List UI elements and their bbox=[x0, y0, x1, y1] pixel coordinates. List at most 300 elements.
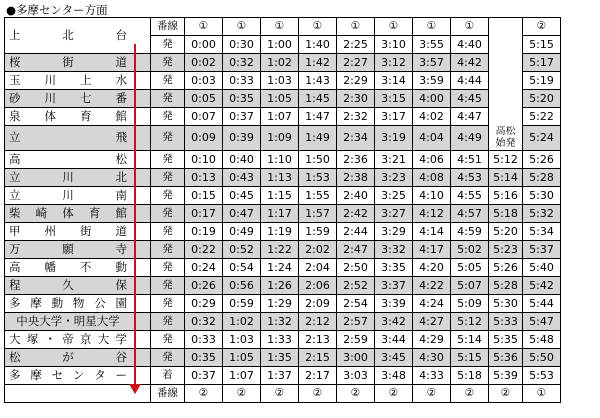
station-name-part: 公 bbox=[94, 295, 106, 310]
departure-time: 5:35 bbox=[489, 330, 523, 348]
departure-time: 1:15 bbox=[261, 186, 299, 204]
departure-time: 0:26 bbox=[185, 276, 223, 294]
departure-time: 3:14 bbox=[375, 72, 413, 90]
station-name bbox=[5, 276, 151, 294]
departure-time: 2:30 bbox=[337, 90, 375, 108]
departure-time: 1:02 bbox=[223, 312, 261, 330]
table-row bbox=[5, 186, 561, 204]
departure-time: 1:07 bbox=[261, 108, 299, 126]
departure-time: 1:24 bbox=[261, 258, 299, 276]
station-name-part: 多 bbox=[9, 295, 21, 310]
departure-time: 5:44 bbox=[523, 294, 561, 312]
departure-time: 4:06 bbox=[413, 150, 451, 168]
takamatsu-note: 始発 bbox=[495, 137, 516, 149]
departure-time: 5:26 bbox=[489, 258, 523, 276]
station-name-text bbox=[9, 350, 127, 365]
station-name-part: 街 bbox=[80, 223, 92, 238]
departure-time: 4:47 bbox=[451, 108, 489, 126]
station-name-part: 飛 bbox=[115, 130, 127, 145]
table-row bbox=[5, 366, 561, 384]
track-number: ② bbox=[375, 384, 413, 402]
track-number: ② bbox=[489, 384, 523, 402]
station-name bbox=[5, 126, 151, 151]
departure-time: 3:25 bbox=[375, 186, 413, 204]
takamatsu-start-column bbox=[489, 54, 523, 72]
departure-time: 1:33 bbox=[261, 330, 299, 348]
departure-time: 2:27 bbox=[337, 54, 375, 72]
departure-time: 3:57 bbox=[413, 54, 451, 72]
departure-time: 5:18 bbox=[451, 366, 489, 384]
track-number: ② bbox=[299, 384, 337, 402]
station-name-part: 立 bbox=[9, 130, 21, 145]
departure-time: 5:26 bbox=[523, 150, 561, 168]
track-number: ① bbox=[375, 18, 413, 36]
station-name-part: 柴 bbox=[9, 205, 21, 220]
track-label: 番線 bbox=[151, 18, 185, 36]
departure-time: 0:32 bbox=[223, 54, 261, 72]
departs-label: 発 bbox=[151, 348, 185, 366]
station-name-part: ・ bbox=[44, 331, 56, 346]
departure-time: 5:15 bbox=[523, 36, 561, 54]
station-name-part: 上 bbox=[9, 28, 21, 42]
station-name-part: 動 bbox=[51, 295, 64, 310]
station-name-part: 保 bbox=[115, 277, 127, 292]
departure-time: 3:23 bbox=[375, 168, 413, 186]
station-name-part: 帝 bbox=[62, 331, 74, 346]
table-row bbox=[5, 240, 561, 258]
station-name bbox=[5, 348, 151, 366]
station-name-part: 州 bbox=[44, 223, 56, 238]
departure-time: 5:42 bbox=[523, 276, 561, 294]
station-name-part: 万 bbox=[9, 241, 21, 256]
departure-time: 2:13 bbox=[299, 330, 337, 348]
station-name bbox=[5, 18, 151, 54]
station-name-part: 玉 bbox=[9, 73, 21, 87]
departure-time: 5:12 bbox=[489, 150, 523, 168]
departure-time: 4:30 bbox=[413, 348, 451, 366]
departure-time: 0:13 bbox=[185, 168, 223, 186]
table-row bbox=[5, 348, 561, 366]
station-name bbox=[5, 150, 151, 168]
station-name-part: 高 bbox=[9, 259, 21, 274]
takamatsu-start-column bbox=[489, 126, 523, 151]
departure-time: 3:45 bbox=[375, 348, 413, 366]
departure-time: 4:14 bbox=[413, 222, 451, 240]
departure-time: 5:34 bbox=[523, 222, 561, 240]
departure-time: 0:43 bbox=[223, 168, 261, 186]
track-number: ① bbox=[185, 18, 223, 36]
departure-time: 4:17 bbox=[413, 240, 451, 258]
station-name-text bbox=[9, 170, 127, 185]
departure-time: 3:35 bbox=[375, 258, 413, 276]
direction-arrow-head bbox=[129, 384, 141, 394]
departure-time: 1:09 bbox=[261, 126, 299, 151]
station-name-part: 北 bbox=[62, 28, 74, 42]
departure-time: 1:45 bbox=[299, 90, 337, 108]
departure-time: 0:49 bbox=[223, 222, 261, 240]
departure-time: 0:29 bbox=[185, 294, 223, 312]
departure-time: 2:44 bbox=[337, 222, 375, 240]
departure-time: 4:00 bbox=[413, 90, 451, 108]
timetable bbox=[4, 17, 561, 403]
departure-time: 2:32 bbox=[337, 108, 375, 126]
departure-time: 1:29 bbox=[261, 294, 299, 312]
departure-time: 4:42 bbox=[451, 54, 489, 72]
departure-time: 1:37 bbox=[261, 366, 299, 384]
station-name bbox=[5, 258, 151, 276]
departure-time: 0:15 bbox=[185, 186, 223, 204]
table-row bbox=[5, 276, 561, 294]
table-row bbox=[5, 108, 561, 126]
departure-time: 0:07 bbox=[185, 108, 223, 126]
station-name-text bbox=[9, 91, 127, 106]
table-row bbox=[5, 18, 561, 36]
departure-time: 3:59 bbox=[413, 72, 451, 90]
station-name-text bbox=[9, 260, 127, 275]
departs-label: 発 bbox=[151, 222, 185, 240]
departure-time: 1:49 bbox=[299, 126, 337, 151]
departure-time: 3:32 bbox=[375, 240, 413, 258]
departure-time: 1:32 bbox=[261, 312, 299, 330]
departure-time: 0:56 bbox=[223, 276, 261, 294]
station-name-part: 程 bbox=[9, 277, 21, 292]
departure-time: 4:55 bbox=[451, 186, 489, 204]
departure-time: 5:12 bbox=[451, 312, 489, 330]
station-name-text bbox=[9, 242, 127, 257]
station-name-part: 体 bbox=[62, 205, 74, 220]
departure-time: 1:03 bbox=[223, 330, 261, 348]
departure-time: 3:21 bbox=[375, 150, 413, 168]
station-name bbox=[5, 366, 151, 384]
departs-label: 発 bbox=[151, 204, 185, 222]
table-row bbox=[5, 312, 561, 330]
station-name-part: ン bbox=[72, 367, 85, 382]
departure-time: 1:42 bbox=[299, 54, 337, 72]
station-name-text bbox=[9, 206, 127, 221]
departure-time: 3:39 bbox=[375, 294, 413, 312]
departure-time: 0:32 bbox=[185, 312, 223, 330]
departure-time: 3:15 bbox=[375, 90, 413, 108]
departure-time: 1:02 bbox=[261, 54, 299, 72]
departure-time: 5:32 bbox=[523, 204, 561, 222]
departure-time: 1:43 bbox=[299, 72, 337, 90]
departure-time: 0:47 bbox=[223, 204, 261, 222]
departure-time: 2:50 bbox=[337, 258, 375, 276]
departure-time: 1:53 bbox=[299, 168, 337, 186]
table-row bbox=[5, 258, 561, 276]
departure-time: 3:48 bbox=[375, 366, 413, 384]
departure-time: 4:45 bbox=[451, 90, 489, 108]
table-row bbox=[5, 222, 561, 240]
departure-time: 3:37 bbox=[375, 276, 413, 294]
station-name-part: 学 bbox=[115, 331, 127, 346]
departure-time: 1:26 bbox=[261, 276, 299, 294]
station-name-text bbox=[9, 109, 127, 124]
table-row bbox=[5, 150, 561, 168]
departure-time: 0:45 bbox=[223, 186, 261, 204]
station-name-part: 桜 bbox=[9, 55, 21, 69]
track-number: ② bbox=[523, 18, 561, 36]
departure-time: 4:24 bbox=[413, 294, 451, 312]
departure-time: 1:05 bbox=[223, 348, 261, 366]
station-name-part: 砂 bbox=[9, 91, 21, 105]
departure-time: 3:55 bbox=[413, 36, 451, 54]
station-name-part: 番 bbox=[115, 91, 127, 105]
departure-time: 5:28 bbox=[489, 276, 523, 294]
station-name-part: 上 bbox=[80, 73, 92, 87]
departure-time: 5:47 bbox=[523, 312, 561, 330]
station-name-part: 立 bbox=[9, 169, 21, 184]
station-name-part: 京 bbox=[80, 331, 92, 346]
departure-time: 1:50 bbox=[299, 150, 337, 168]
departure-time: 3:03 bbox=[337, 366, 375, 384]
station-name-text bbox=[9, 278, 127, 293]
table-row bbox=[5, 204, 561, 222]
departure-time: 1:17 bbox=[261, 204, 299, 222]
departure-time: 1:59 bbox=[299, 222, 337, 240]
departure-time: 4:22 bbox=[413, 276, 451, 294]
departure-time: 5:36 bbox=[489, 348, 523, 366]
station-name bbox=[5, 294, 151, 312]
departs-label: 発 bbox=[151, 168, 185, 186]
departure-time: 0:09 bbox=[185, 126, 223, 151]
departure-time: 0:33 bbox=[223, 72, 261, 90]
station-name-part: 多 bbox=[9, 367, 21, 382]
station-name-part: 幡 bbox=[44, 259, 56, 274]
station-name-text bbox=[9, 368, 127, 383]
departure-time: 4:08 bbox=[413, 168, 451, 186]
departure-time: 5:48 bbox=[523, 330, 561, 348]
station-name-part: 七 bbox=[80, 91, 92, 105]
station-name-part: 甲 bbox=[9, 223, 21, 238]
station-name-text bbox=[9, 55, 127, 70]
timetable-heading: ●多摩センター方面 bbox=[6, 3, 108, 17]
departure-time: 0:40 bbox=[223, 150, 261, 168]
track-label: 番線 bbox=[151, 384, 185, 402]
departure-time: 0:37 bbox=[185, 366, 223, 384]
station-name-text bbox=[9, 130, 127, 145]
table-row bbox=[5, 72, 561, 90]
station-name-part: 道 bbox=[115, 55, 127, 69]
departure-time: 4:51 bbox=[451, 150, 489, 168]
station-name-part: 高 bbox=[9, 151, 21, 166]
departure-time: 0:24 bbox=[185, 258, 223, 276]
departure-time: 4:33 bbox=[413, 366, 451, 384]
departure-time: 0:54 bbox=[223, 258, 261, 276]
track-number: ② bbox=[413, 384, 451, 402]
departure-time: 5:28 bbox=[523, 168, 561, 186]
departure-time: 0:05 bbox=[185, 90, 223, 108]
departure-time: 5:20 bbox=[489, 222, 523, 240]
station-name-part: 川 bbox=[62, 169, 74, 184]
departure-time: 1:57 bbox=[299, 204, 337, 222]
departs-label: 発 bbox=[151, 276, 185, 294]
departure-time: 1:19 bbox=[261, 222, 299, 240]
station-name bbox=[5, 108, 151, 126]
departure-time: 0:30 bbox=[223, 36, 261, 54]
departure-time: 1:03 bbox=[261, 72, 299, 90]
station-name-part: 寺 bbox=[115, 241, 127, 256]
departs-label: 発 bbox=[151, 90, 185, 108]
station-name-text bbox=[9, 332, 127, 347]
station-name-part: 川 bbox=[62, 187, 74, 202]
departure-time: 2:12 bbox=[299, 312, 337, 330]
table-row bbox=[5, 384, 561, 402]
departure-time: 2:57 bbox=[337, 312, 375, 330]
departure-time: 1:55 bbox=[299, 186, 337, 204]
departure-time: 5:22 bbox=[523, 108, 561, 126]
departure-time: 2:29 bbox=[337, 72, 375, 90]
departs-label: 発 bbox=[151, 108, 185, 126]
station-name-part: 立 bbox=[9, 187, 21, 202]
departs-label: 発 bbox=[151, 36, 185, 54]
departure-time: 0:03 bbox=[185, 72, 223, 90]
departure-time: 0:37 bbox=[223, 108, 261, 126]
takamatsu-start-column bbox=[489, 18, 523, 36]
departure-time: 4:27 bbox=[413, 312, 451, 330]
takamatsu-start-column bbox=[489, 72, 523, 90]
direction-arrow-line bbox=[134, 44, 136, 389]
departure-time: 4:49 bbox=[451, 126, 489, 151]
track-number: ② bbox=[337, 384, 375, 402]
departure-time: 4:29 bbox=[413, 330, 451, 348]
station-name bbox=[5, 186, 151, 204]
departure-time: 4:20 bbox=[413, 258, 451, 276]
track-number: ① bbox=[337, 18, 375, 36]
departure-time: 0:35 bbox=[185, 348, 223, 366]
station-name-part: 松 bbox=[9, 349, 21, 364]
station-name bbox=[5, 240, 151, 258]
station-name-part: 川 bbox=[44, 91, 56, 105]
station-name-part: 育 bbox=[80, 109, 92, 123]
track-number: ① bbox=[223, 18, 261, 36]
track-number: ① bbox=[451, 18, 489, 36]
station-name-text bbox=[9, 28, 127, 43]
station-name-part: 育 bbox=[88, 205, 101, 220]
departure-time: 2:42 bbox=[337, 204, 375, 222]
station-name bbox=[5, 90, 151, 108]
table-row bbox=[5, 168, 561, 186]
departure-time: 1:05 bbox=[261, 90, 299, 108]
departure-time: 2:04 bbox=[299, 258, 337, 276]
departure-time: 3:12 bbox=[375, 54, 413, 72]
station-name-part: 水 bbox=[115, 73, 127, 87]
departure-time: 4:10 bbox=[413, 186, 451, 204]
departure-time: 5:24 bbox=[523, 126, 561, 151]
departure-time: 2:59 bbox=[337, 330, 375, 348]
station-name bbox=[5, 330, 151, 348]
departure-time: 4:59 bbox=[451, 222, 489, 240]
departs-label: 発 bbox=[151, 330, 185, 348]
station-name-part: 館 bbox=[115, 205, 127, 220]
departure-time: 3:19 bbox=[375, 126, 413, 151]
takamatsu-note: 高松 bbox=[495, 125, 516, 137]
departs-label: 発 bbox=[151, 150, 185, 168]
departure-time: 1:07 bbox=[223, 366, 261, 384]
departs-label: 発 bbox=[151, 186, 185, 204]
station-name-part: 中央大学・明星大学 bbox=[16, 313, 120, 328]
departure-time: 5:16 bbox=[489, 186, 523, 204]
departure-time: 2:40 bbox=[337, 186, 375, 204]
takamatsu-start-column bbox=[489, 36, 523, 54]
departure-time: 3:00 bbox=[337, 348, 375, 366]
departure-time: 0:52 bbox=[223, 240, 261, 258]
table-row bbox=[5, 126, 561, 151]
departure-time: 3:27 bbox=[375, 204, 413, 222]
station-name-part: 物 bbox=[72, 295, 85, 310]
departure-time: 4:40 bbox=[451, 36, 489, 54]
departs-label: 発 bbox=[151, 294, 185, 312]
departure-time: 0:35 bbox=[223, 90, 261, 108]
departure-time: 5:37 bbox=[523, 240, 561, 258]
departs-label: 発 bbox=[151, 240, 185, 258]
departure-time: 1:00 bbox=[261, 36, 299, 54]
departure-time: 2:09 bbox=[299, 294, 337, 312]
departure-time: 1:10 bbox=[261, 150, 299, 168]
departure-time: 0:00 bbox=[185, 36, 223, 54]
station-name-part: 松 bbox=[115, 151, 127, 166]
departure-time: 2:52 bbox=[337, 276, 375, 294]
departure-time: 0:19 bbox=[185, 222, 223, 240]
departure-time: 4:53 bbox=[451, 168, 489, 186]
departure-time: 5:19 bbox=[523, 72, 561, 90]
departure-time: 2:06 bbox=[299, 276, 337, 294]
departure-time: 3:29 bbox=[375, 222, 413, 240]
station-name bbox=[5, 54, 151, 72]
departure-time: 5:17 bbox=[523, 54, 561, 72]
departure-time: 4:44 bbox=[451, 72, 489, 90]
station-name-part: 園 bbox=[115, 295, 127, 310]
departure-time: 4:12 bbox=[413, 204, 451, 222]
departure-time: 2:36 bbox=[337, 150, 375, 168]
station-name-text bbox=[9, 188, 127, 203]
track-number: ② bbox=[261, 384, 299, 402]
departure-time: 2:15 bbox=[299, 348, 337, 366]
station-name-part: 大 bbox=[97, 331, 110, 346]
track-number: ① bbox=[299, 18, 337, 36]
departure-time: 5:18 bbox=[489, 204, 523, 222]
station-name-part: 台 bbox=[115, 28, 127, 42]
departure-time: 2:38 bbox=[337, 168, 375, 186]
track-number: ① bbox=[523, 384, 561, 402]
departure-time: 5:40 bbox=[523, 258, 561, 276]
departure-time: 1:13 bbox=[261, 168, 299, 186]
departure-time: 4:02 bbox=[413, 108, 451, 126]
station-name bbox=[5, 168, 151, 186]
departure-time: 5:05 bbox=[451, 258, 489, 276]
departure-time: 2:54 bbox=[337, 294, 375, 312]
departure-time: 5:50 bbox=[523, 348, 561, 366]
departure-time: 5:33 bbox=[489, 312, 523, 330]
departure-time: 5:07 bbox=[451, 276, 489, 294]
station-name-part: 崎 bbox=[35, 205, 48, 220]
departure-time: 5:30 bbox=[523, 186, 561, 204]
departure-time: 2:17 bbox=[299, 366, 337, 384]
station-name-part: ー bbox=[115, 367, 127, 382]
station-name-part: セ bbox=[51, 367, 64, 382]
station-name-text bbox=[9, 224, 127, 239]
station-name-part: 願 bbox=[62, 241, 74, 256]
takamatsu-start-column bbox=[489, 108, 523, 126]
departure-time: 3:10 bbox=[375, 36, 413, 54]
station-name-part: が bbox=[62, 349, 74, 364]
table-row bbox=[5, 294, 561, 312]
departure-time: 0:02 bbox=[185, 54, 223, 72]
station-name bbox=[5, 72, 151, 90]
departure-time: 1:40 bbox=[299, 36, 337, 54]
departure-time: 3:44 bbox=[375, 330, 413, 348]
departure-time: 2:47 bbox=[337, 240, 375, 258]
